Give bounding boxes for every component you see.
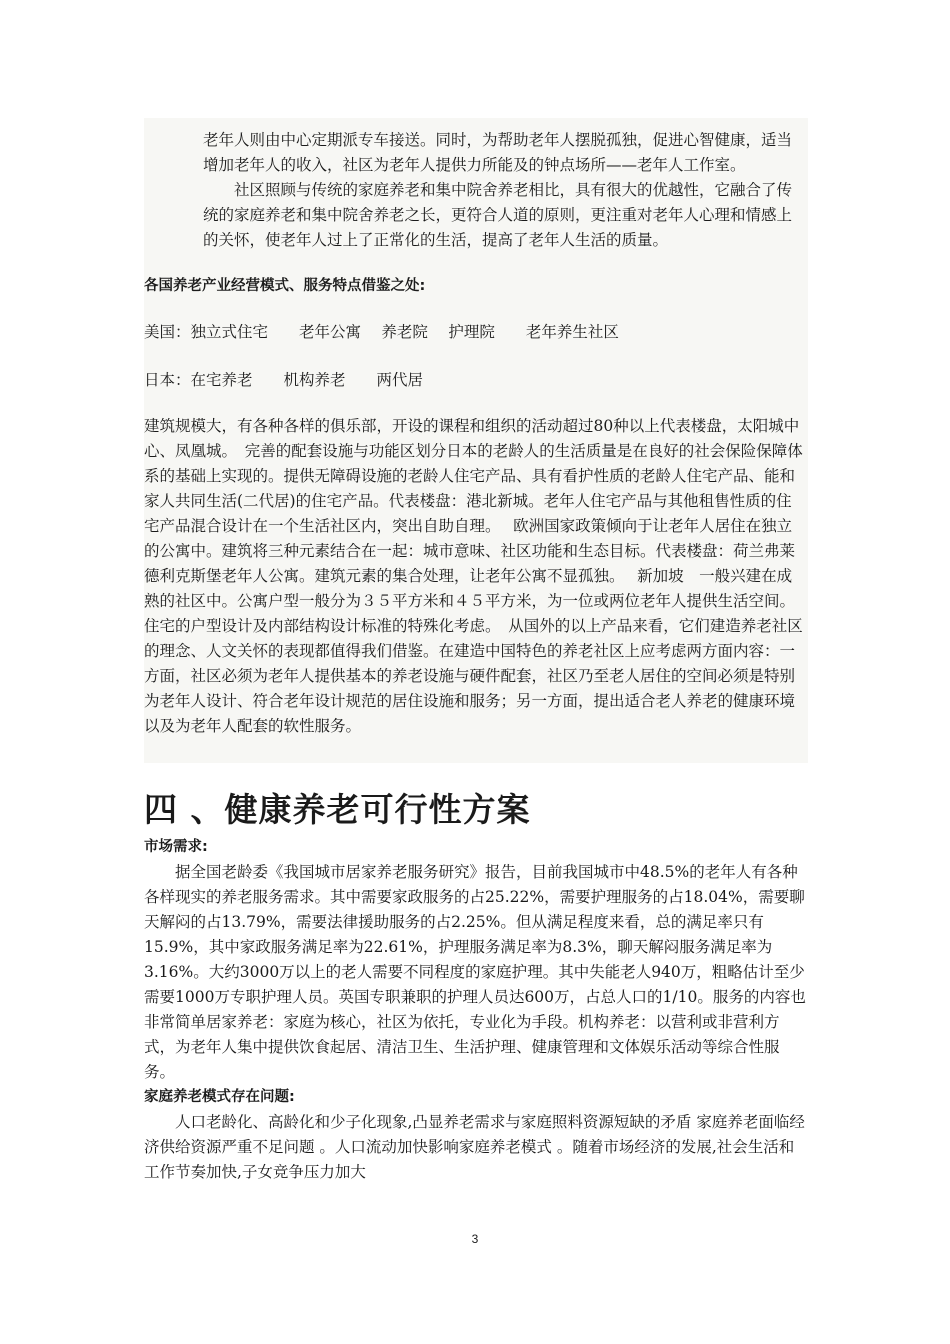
family-care-issues-label: 家庭养老模式存在问题:	[144, 1089, 295, 1105]
intro-paragraph-2: 社区照顾与传统的家庭养老和集中院舍养老相比，具有很大的优越性，它融合了传统的家庭养老和集中院舍养老之长，更符合人道的原则，更注重对老年人心理和情感上的关怀，使老年人过上了正常化的生活，提高了老年人生活的质量。	[203, 181, 793, 249]
foreign-experience-paragraph: 建筑规模大，有各种各样的俱乐部，开设的课程和组织的活动超过80种以上代表楼盘，太阳城中心、凤凰城。 完善的配套设施与功能区划分日本的老龄人的生活质量是在良好的社会保险保障体系的基础上实现的。提供无障碍设施的老龄人住宅产品、具有看护性质的老龄人住宅产品、能和家人共同生活(二代居)的住宅产品。代表楼盘：港北新城。老年人住宅产品与其他租售性质的住宅产品混合设计在一个生活社区内，突出自助自理。 欧洲国家政策倾向于让老年人居住在独立的公寓中。建筑将三种元素结合在一起：城市意味、社区功能和生态目标。代表楼盘：荷兰弗莱德利克斯堡老年人公寓。建筑元素的集合处理，让老年公寓不显孤独。 新加坡 一般兴建在成熟的社区中。公寓户型一般分为３５平方米和４５平方米，为一位或两位老年人提供生活空间。住宅的户型设计及内部结构设计标准的特殊化考虑。 从国外的以上产品来看，它们建造养老社区的理念、人文关怀的表现都值得我们借鉴。在建造中国特色的养老社区上应考虑两方面内容：一方面，社区必须为老年人提供基本的养老设施与硬件配套，社区乃至老人居住的空间必须是特别为老年人设计、符合老年设计规范的居住设施和服务；另一方面，提出适合老人养老的健康环境以及为老年人配套的软性服务。	[144, 417, 803, 735]
intro-paragraph-1: 老年人则由中心定期派专车接送。同时，为帮助老年人摆脱孤独，促进心智健康，适当增加老年人的收入，社区为老年人提供力所能及的钟点场所——老年人工作室。	[203, 131, 793, 174]
market-demand-paragraph: 据全国老龄委《我国城市居家养老服务研究》报告，目前我国城市中48.5%的老年人有各种各样现实的养老服务需求。其中需要家政服务的占25.22%，需要护理服务的占18.04%，需要聊天解闷的占13.79%，需要法律援助服务的占2.25%。但从满足程度来看，总的满足率只有15.9%，其中家政服务满足率为22.61%，护理服务满足率为8.3%，聊天解闷服务满足率为3.16%。大约3000万以上的老人需要不同程度的家庭护理。其中失能老人940万，粗略估计至少需要1000万专职护理人员。英国专职兼职的护理人员达600万，占总人口的1/10。服务的内容也非常简单居家养老：家庭为核心，社区为依托，专业化为手段。机构养老：以营利或非营利方式，为老年人集中提供饮食起居、清洁卫生、生活护理、健康管理和文体娱乐活动等综合性服务。	[144, 863, 806, 1081]
usa-models-line: 美国：独立式住宅 老年公寓 养老院 护理院 老年养生社区	[144, 323, 619, 341]
market-demand-label: 市场需求:	[144, 839, 208, 855]
japan-models-line: 日本：在宅养老 机构养老 两代居	[144, 371, 424, 389]
section-title: 各国养老产业经营模式、服务特点借鉴之处:	[144, 278, 426, 294]
chapter-heading: 四 、健康养老可行性方案	[144, 790, 531, 829]
page-number: 3	[471, 1232, 479, 1246]
family-care-issues-paragraph: 人口老龄化、高龄化和少子化现象,凸显养老需求与家庭照料资源短缺的矛盾 家庭养老面临经济供给资源严重不足问题 。人口流动加快影响家庭养老模式 。随着市场经济的发展,社会生活和工作节奏加快,子女竞争压力加大	[144, 1113, 805, 1181]
